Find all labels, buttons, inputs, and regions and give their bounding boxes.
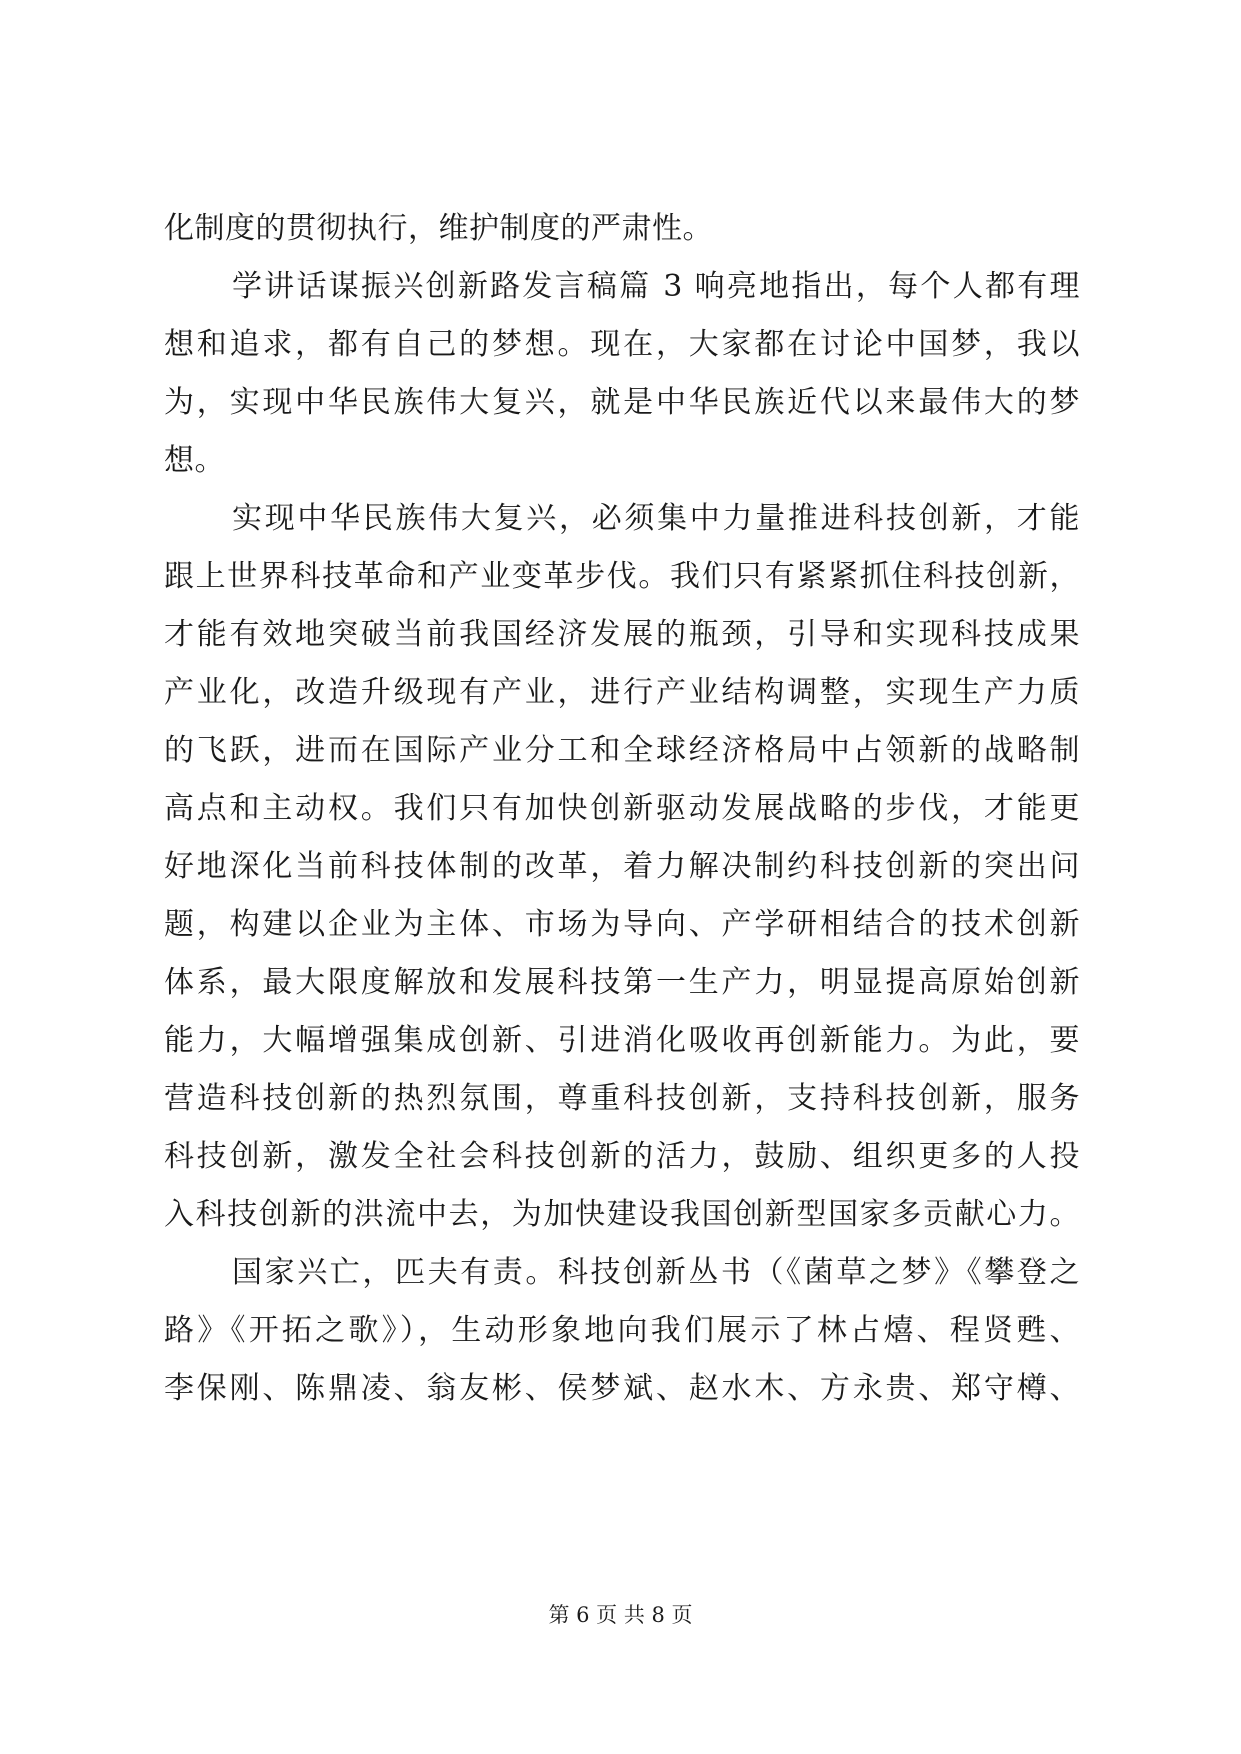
text-line: 高点和主动权。我们只有加快创新驱动发展战略的步伐，才能更	[164, 791, 1080, 826]
text-line: 的飞跃，进而在国际产业分工和全球经济格局中占领新的战略制	[164, 733, 1080, 768]
text-line: 想和追求，都有自己的梦想。现在，大家都在讨论中国梦，我以	[164, 327, 1080, 362]
text-line: 产业化，改造升级现有产业，进行产业结构调整，实现生产力质	[164, 675, 1080, 710]
text-line: 李保刚、陈鼎凌、翁友彬、侯梦斌、赵水木、方永贵、郑守樽、	[164, 1371, 1080, 1406]
text-line: 题，构建以企业为主体、市场为导向、产学研相结合的技术创新	[164, 907, 1080, 942]
paragraph-first-line: 学讲话谋振兴创新路发言稿篇 3 响亮地指出，每个人都有理	[232, 269, 1080, 304]
paragraph-first-line: 国家兴亡，匹夫有责。科技创新丛书（《菌草之梦》《攀登之	[232, 1255, 1080, 1290]
text-line: 好地深化当前科技体制的改革，着力解决制约科技创新的突出问	[164, 849, 1080, 884]
text-line: 入科技创新的洪流中去，为加快建设我国创新型国家多贡献心力。	[164, 1197, 1080, 1232]
page-number-footer: 第 6 页 共 8 页	[548, 1603, 693, 1627]
text-line: 科技创新，激发全社会科技创新的活力，鼓励、组织更多的人投	[164, 1139, 1080, 1174]
text-line: 才能有效地突破当前我国经济发展的瓶颈，引导和实现科技成果	[164, 617, 1080, 652]
text-line: 跟上世界科技革命和产业变革步伐。我们只有紧紧抓住科技创新，	[164, 559, 1080, 594]
text-line: 路》《开拓之歌》），生动形象地向我们展示了林占熺、程贤甦、	[164, 1313, 1080, 1348]
text-line: 化制度的贯彻执行，维护制度的严肃性。	[164, 211, 713, 246]
text-line: 为，实现中华民族伟大复兴，就是中华民族近代以来最伟大的梦	[164, 385, 1080, 420]
text-line: 能力，大幅增强集成创新、引进消化吸收再创新能力。为此，要	[164, 1023, 1080, 1058]
text-line: 想。	[164, 443, 225, 478]
text-line: 体系，最大限度解放和发展科技第一生产力，明显提高原始创新	[164, 965, 1080, 1000]
text-line: 营造科技创新的热烈氛围，尊重科技创新，支持科技创新，服务	[164, 1081, 1080, 1116]
paragraph-first-line: 实现中华民族伟大复兴，必须集中力量推进科技创新，才能	[232, 501, 1080, 536]
